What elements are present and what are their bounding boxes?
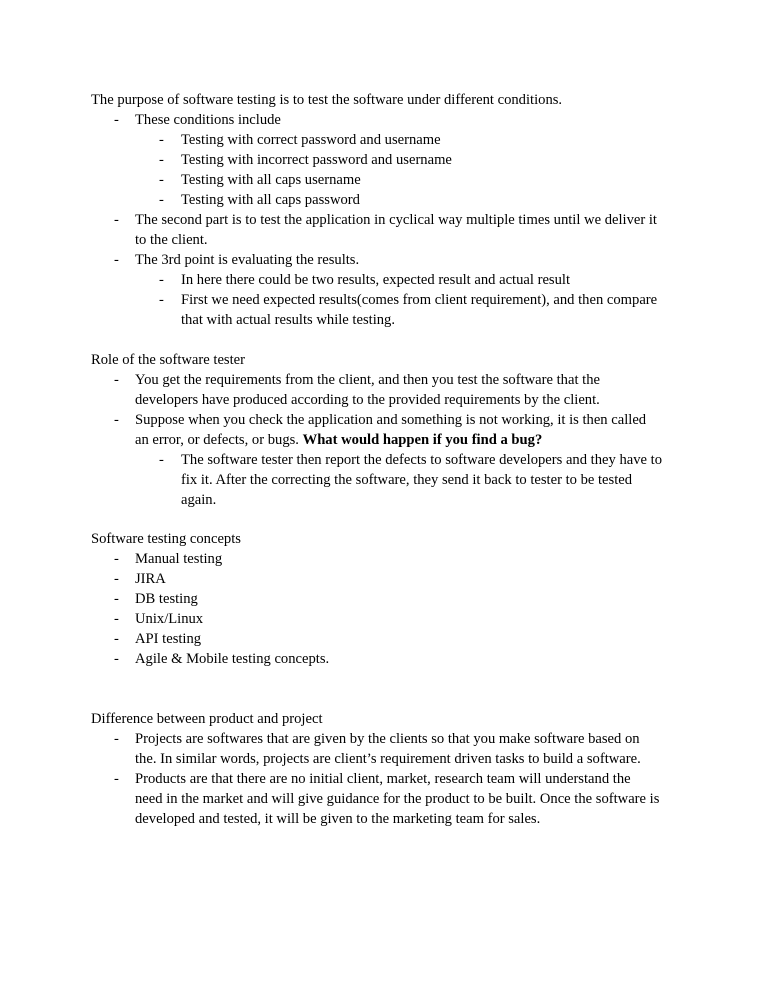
section3-heading: Software testing concepts <box>91 531 241 547</box>
section2-heading: Role of the software tester <box>91 352 245 368</box>
section2-subitem-cont: again. <box>181 492 217 508</box>
section1-item3-sub1: In here there could be two results, expected result and actual result <box>181 272 571 288</box>
section2-item1-cont: developers have produced according to the provided requirements by the client. <box>135 392 600 408</box>
section1-item2: The second part is to test the application in cyclical way multiple times until we deliver it <box>135 212 657 228</box>
section2-item2-cont <box>135 430 542 450</box>
section4-item1-cont: the. In similar words, projects are client’s requirement driven tasks to build a software. <box>135 751 641 767</box>
section2-item2-plain: an error, or defects, or bugs. <box>135 432 299 448</box>
bullet-dash: - <box>159 272 164 288</box>
bullet-dash: - <box>114 611 119 627</box>
section3-item: JIRA <box>135 571 166 587</box>
section1-item3-sub2-cont: that with actual results while testing. <box>181 312 395 328</box>
section3-item: Manual testing <box>135 551 223 567</box>
section1-subitem: Testing with incorrect password and username <box>181 152 452 168</box>
section1-item3: The 3rd point is evaluating the results. <box>135 252 360 268</box>
bullet-dash: - <box>114 551 119 567</box>
section4-item1: Projects are softwares that are given by the clients so that you make software based on <box>135 731 640 747</box>
bullet-dash: - <box>114 212 119 228</box>
bullet-dash: - <box>114 771 119 787</box>
bullet-dash: - <box>159 192 164 208</box>
section3-item: Unix/Linux <box>135 611 204 627</box>
section2-item2: Suppose when you check the application and something is not working, it is then called <box>135 412 647 428</box>
section3-item: Agile & Mobile testing concepts. <box>135 651 330 667</box>
section1-subitem: Testing with correct password and username <box>181 132 441 148</box>
section4-heading: Difference between product and project <box>91 711 323 727</box>
section1-intro: The purpose of software testing is to test the software under different conditions. <box>91 92 563 108</box>
bullet-dash: - <box>114 731 119 747</box>
section1-subitem: Testing with all caps password <box>181 192 360 208</box>
bullet-dash: - <box>159 172 164 188</box>
section4-item2: Products are that there are no initial client, market, research team will understand the <box>135 771 631 787</box>
bullet-dash: - <box>114 651 119 667</box>
section1-item2-cont: to the client. <box>135 232 208 248</box>
bullet-dash: - <box>114 252 119 268</box>
bullet-dash: - <box>114 631 119 647</box>
section2-item2-bold-question: What would happen if you find a bug? <box>302 432 543 448</box>
bullet-dash: - <box>114 372 119 388</box>
section1-item3-sub2: First we need expected results(comes from client requirement), and then compare <box>181 292 658 308</box>
section1-subitem: Testing with all caps username <box>181 172 361 188</box>
section2-item1: You get the requirements from the client, and then you test the software that the <box>135 372 600 388</box>
section1-item1: These conditions include <box>135 112 281 128</box>
section3-item: DB testing <box>135 591 198 607</box>
section4-item2-cont: need in the market and will give guidance for the product to be built. Once the software is <box>135 791 660 807</box>
section4-item2-cont: developed and tested, it will be given to the marketing team for sales. <box>135 811 541 827</box>
section2-subitem-cont: fix it. After the correcting the software, they send it back to tester to be tested <box>181 472 633 488</box>
bullet-dash: - <box>114 571 119 587</box>
bullet-dash: - <box>159 152 164 168</box>
bullet-dash: - <box>159 452 164 468</box>
bullet-dash: - <box>159 292 164 308</box>
bullet-dash: - <box>114 112 119 128</box>
bullet-dash: - <box>159 132 164 148</box>
section2-subitem: The software tester then report the defects to software developers and they have to <box>181 452 662 468</box>
bullet-dash: - <box>114 591 119 607</box>
section3-item: API testing <box>135 631 202 647</box>
bullet-dash: - <box>114 412 119 428</box>
